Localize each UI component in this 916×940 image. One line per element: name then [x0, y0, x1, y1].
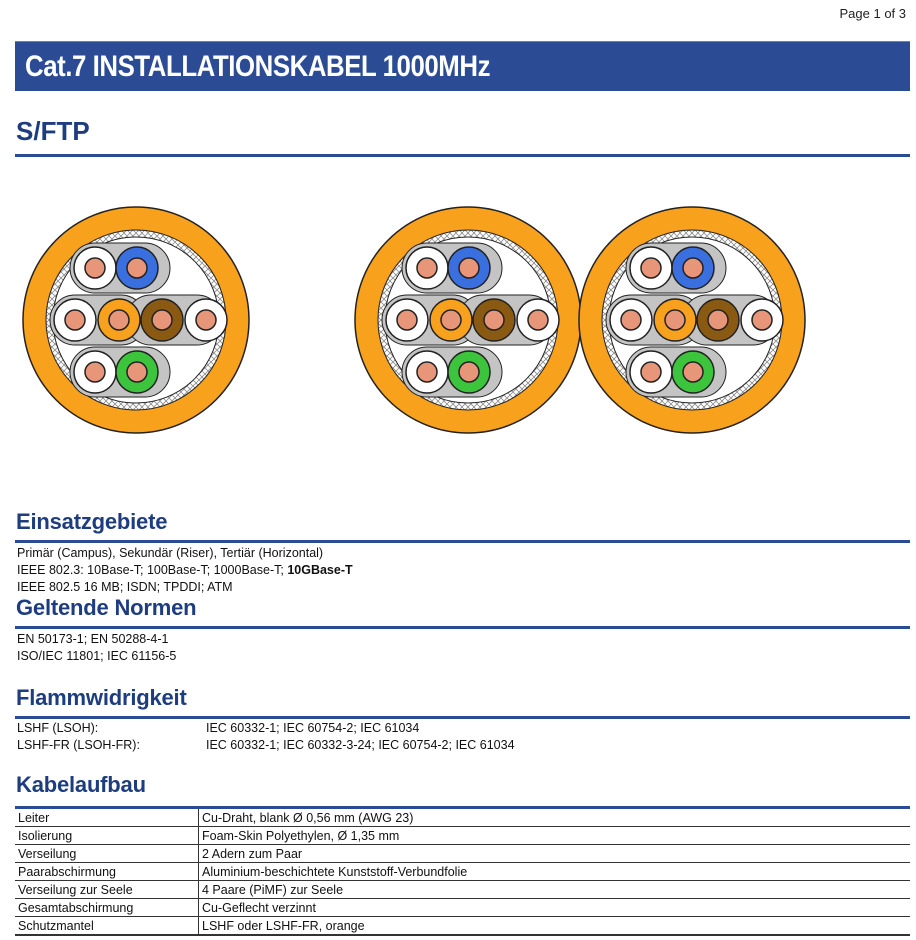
divider: [15, 716, 910, 719]
flame-value: IEC 60332-1; IEC 60332-3-24; IEC 60754-2; IEC 61034: [206, 738, 515, 752]
section-heading-einsatzgebiete: Einsatzgebiete: [16, 509, 168, 534]
standard-line: ISO/IEC 11801; IEC 61156-5: [17, 649, 177, 663]
spec-value: Aluminium-beschichtete Kunststoff-Verbundfolie: [199, 863, 911, 881]
spec-value: 4 Paare (PiMF) zur Seele: [199, 881, 911, 899]
table-row: [15, 881, 910, 899]
spec-value: Cu-Geflecht verzinnt: [199, 899, 911, 917]
spec-key: Verseilung zur Seele: [15, 881, 199, 899]
spec-value: 2 Adern zum Paar: [199, 845, 911, 863]
flame-value: IEC 60332-1; IEC 60754-2; IEC 61034: [206, 721, 420, 735]
spec-value: Cu-Draht, blank Ø 0,56 mm (AWG 23): [199, 808, 911, 827]
divider: [15, 154, 910, 157]
table-row: [15, 917, 910, 936]
cable-cross-section-duplex-icon: [352, 204, 808, 436]
spec-key: Gesamtabschirmung: [15, 899, 199, 917]
cable-cross-section-simplex-icon: [20, 204, 252, 436]
section-heading-flammwidrigkeit: Flammwidrigkeit: [16, 685, 187, 710]
highlight-10gbase-t: 10GBase-T: [287, 563, 353, 577]
table-row: [15, 845, 910, 863]
spec-key: Leiter: [15, 808, 199, 827]
application-line: IEEE 802.3: 10Base-T; 100Base-T; 1000Base-T; 10GBase-T: [17, 563, 353, 577]
flame-key: LSHF (LSOH):: [17, 721, 99, 735]
application-line: IEEE 802.5 16 MB; ISDN; TPDDI; ATM: [17, 580, 233, 594]
divider: [15, 626, 910, 629]
application-line: Primär (Campus), Sekundär (Riser), Tertiär (Horizontal): [17, 546, 324, 560]
flame-key: LSHF-FR (LSOH-FR):: [17, 738, 140, 752]
section-heading-normen: Geltende Normen: [16, 595, 197, 620]
spec-key: Schutzmantel: [15, 917, 199, 936]
spec-key: Verseilung: [15, 845, 199, 863]
spec-key: Isolierung: [15, 827, 199, 845]
table-row: [15, 899, 910, 917]
title-banner: [15, 41, 910, 91]
table-row: [15, 827, 910, 845]
divider: [15, 540, 910, 543]
standard-line: EN 50173-1; EN 50288-4-1: [17, 632, 169, 646]
document-title: Cat.7 INSTALLATIONSKABEL 1000MHz: [25, 50, 491, 83]
table-row: [15, 808, 910, 827]
spec-value: LSHF oder LSHF-FR, orange: [199, 917, 911, 936]
table-row: [15, 863, 910, 881]
cable-type-heading: S/FTP: [16, 116, 90, 146]
cable-construction-table: [15, 806, 910, 936]
spec-key: Paarabschirmung: [15, 863, 199, 881]
page-indicator: Page 1 of 3: [839, 6, 906, 21]
spec-value: Foam-Skin Polyethylen, Ø 1,35 mm: [199, 827, 911, 845]
section-heading-kabelaufbau: Kabelaufbau: [16, 772, 146, 797]
